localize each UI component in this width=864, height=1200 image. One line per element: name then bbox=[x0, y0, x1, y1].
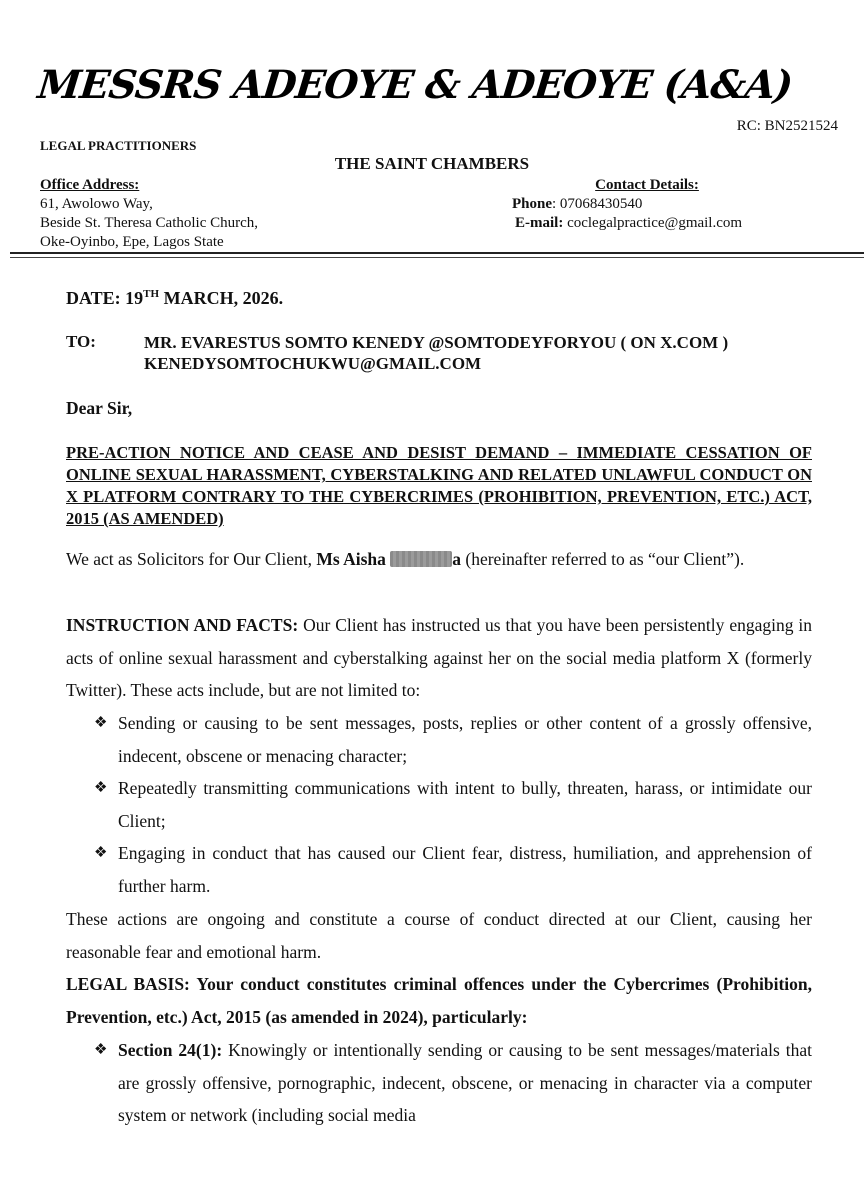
instruction-heading: INSTRUCTION AND FACTS: bbox=[66, 615, 299, 635]
contact-heading: Contact Details: bbox=[595, 177, 699, 193]
list-item bbox=[94, 707, 812, 772]
rc-number: RC: BN2521524 bbox=[736, 118, 838, 134]
recipient-name: MR. EVARESTUS SOMTO KENEDY @SOMTODEYFORYOU ( ON X.COM ) bbox=[144, 333, 729, 352]
recipient-email: KENEDYSOMTOCHUKWU@GMAIL.COM bbox=[144, 354, 482, 373]
redaction-bar bbox=[390, 551, 452, 567]
firm-name: MESSRS ADEOYE & ADEOYE (A&A) bbox=[35, 62, 795, 108]
act-as-text: We act as Solicitors for Our Client, bbox=[66, 549, 317, 569]
date-suffix-sup: TH bbox=[143, 288, 160, 300]
list-item-text: Sending or causing to be sent messages, posts, replies or other content of a grossly offensive, indecent, obscene or menacing character; bbox=[118, 713, 812, 766]
subject-heading: PRE-ACTION NOTICE AND CEASE AND DESIST DEMAND – IMMEDIATE CESSATION OF ONLINE SEXUAL HARASSMENT, CYBERSTALKING AND RELATED UNLAWFUL CONDUCT ON X PLATFORM CONTRARY TO THE CYBERCRIMES (PROHIBITION, PREVENTION, ETC.) ACT, 2015 (AS AMENDED) bbox=[66, 443, 812, 528]
list-item bbox=[94, 837, 812, 902]
chambers-title: THE SAINT CHAMBERS bbox=[334, 154, 530, 173]
phone-value: : 07068430540 bbox=[552, 196, 643, 212]
diamond-bullet-icon: ❖ bbox=[94, 845, 108, 861]
solicitor-statement bbox=[66, 549, 812, 570]
phone-label: Phone bbox=[512, 196, 553, 212]
section-text: Knowingly or intentionally sending or causing to be sent messages/materials that are grossly offensive, pornographic, indecent, obscene, or menacing in character via a computer system or network (including social media bbox=[118, 1040, 812, 1125]
instruction-paragraph bbox=[66, 609, 812, 707]
diamond-bullet-icon: ❖ bbox=[94, 780, 108, 796]
list-item-text: Engaging in conduct that has caused our Client fear, distress, humiliation, and apprehension of further harm. bbox=[118, 843, 812, 896]
client-name: Ms Aisha bbox=[316, 549, 386, 569]
office-address-heading: Office Address: bbox=[40, 177, 140, 193]
instruction-text: Our Client has instructed us that you have been persistently engaging in acts of online sexual harassment and cyberstalking against her on the social media platform X (formerly Twitter). These acts include, but are not limited to: bbox=[66, 615, 812, 700]
office-address bbox=[40, 176, 258, 252]
to-label: TO: bbox=[66, 332, 96, 351]
header-divider-thin bbox=[10, 257, 864, 258]
contact-details bbox=[512, 176, 742, 233]
email-value: coclegalpractice@gmail.com bbox=[563, 215, 743, 231]
sections-list bbox=[94, 1034, 812, 1132]
diamond-bullet-icon: ❖ bbox=[94, 715, 108, 731]
date-month-year: MARCH, 2026. bbox=[159, 288, 284, 308]
phone-line bbox=[512, 195, 742, 214]
email-label: E-mail: bbox=[515, 215, 564, 231]
legal-practitioners-label: LEGAL PRACTITIONERS bbox=[40, 138, 197, 153]
recipient bbox=[144, 332, 728, 374]
address-line: Oke-Oyinbo, Epe, Lagos State bbox=[40, 234, 224, 250]
act-as-text-end: (hereinafter referred to as “our Client”). bbox=[461, 549, 745, 569]
address-line: 61, Awolowo Way, bbox=[40, 196, 153, 212]
ongoing-paragraph: These actions are ongoing and constitute a course of conduct directed at our Client, causing her reasonable fear and emotional harm. bbox=[66, 909, 812, 962]
section-label: Section 24(1): bbox=[118, 1040, 223, 1060]
list-item bbox=[94, 1034, 812, 1132]
letter-date bbox=[66, 288, 812, 309]
acts-list bbox=[94, 707, 812, 902]
legal-basis-paragraph: LEGAL BASIS: Your conduct constitutes criminal offences under the Cybercrimes (Prohibition, Prevention, etc.) Act, 2015 (as amended in 2024), particularly: bbox=[66, 974, 812, 1027]
diamond-bullet-icon: ❖ bbox=[94, 1042, 108, 1058]
header-divider bbox=[10, 252, 864, 254]
address-line: Beside St. Theresa Catholic Church, bbox=[40, 215, 259, 231]
email-line bbox=[512, 214, 742, 233]
list-item-text: Repeatedly transmitting communications with intent to bully, threaten, harass, or intimidate our Client; bbox=[118, 778, 812, 831]
list-item bbox=[94, 772, 812, 837]
client-name-end: a bbox=[452, 549, 461, 569]
salutation: Dear Sir, bbox=[66, 398, 133, 418]
date-prefix: DATE: 19 bbox=[66, 288, 144, 308]
